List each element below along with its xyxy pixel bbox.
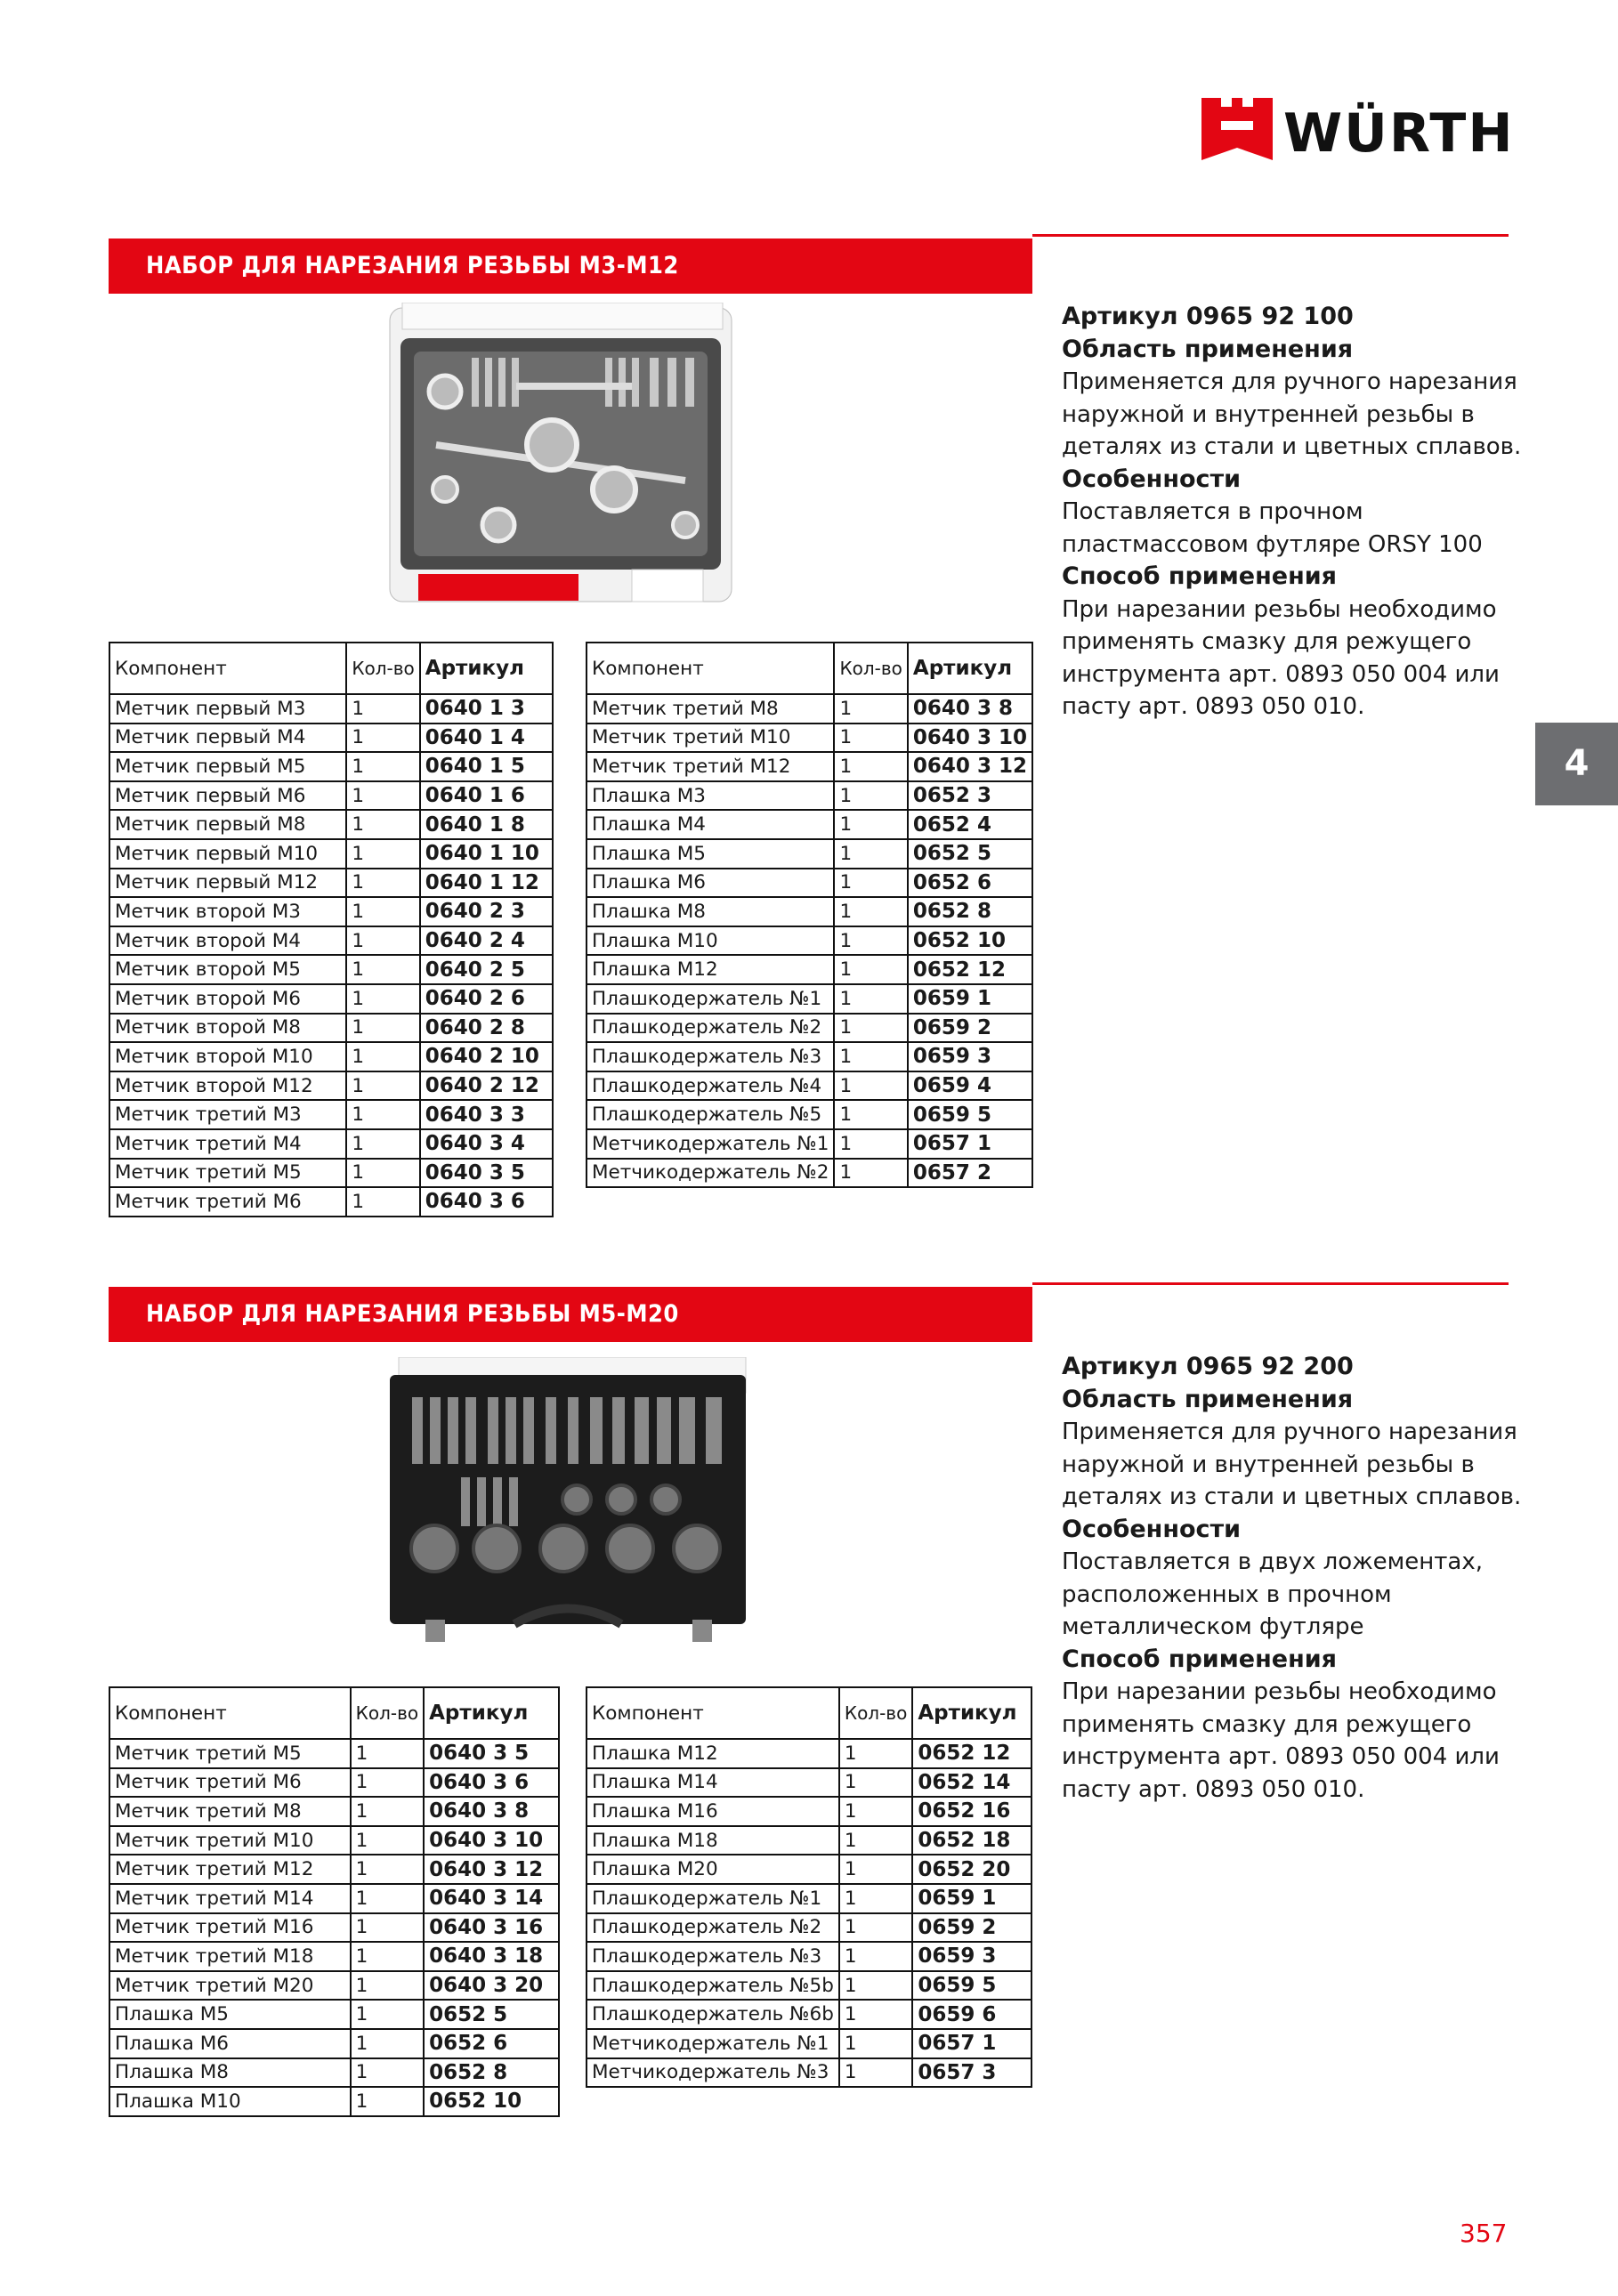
cell-qty: 1: [351, 2000, 424, 2029]
table-row: [109, 724, 553, 753]
cell-article: 0640 1 8: [420, 810, 553, 839]
cell-article: 0640 3 5: [420, 1159, 553, 1188]
cell-article: 0652 6: [424, 2029, 559, 2058]
cell-qty: 1: [834, 694, 907, 724]
cell-article: 0659 2: [912, 1913, 1031, 1943]
cell-component: Плашка М8: [587, 897, 834, 926]
cell-article: 0652 5: [908, 839, 1032, 869]
col-header-qty: Кол-во: [351, 1687, 424, 1739]
col-header-component: Компонент: [587, 1687, 839, 1739]
cell-component: Плашка М20: [587, 1855, 839, 1884]
table-row: [109, 810, 553, 839]
chapter-tab: 4: [1535, 723, 1618, 805]
cell-article: 0640 3 12: [424, 1855, 559, 1884]
cell-component: Метчик третий М12: [109, 1855, 351, 1884]
cell-component: Плашкодержатель №4: [587, 1071, 834, 1101]
cell-component: Метчик второй М10: [109, 1042, 346, 1071]
page-number: 357: [1460, 2219, 1508, 2248]
section-2-components-table-left: [109, 1686, 560, 2117]
cell-article: 0652 12: [912, 1739, 1031, 1768]
cell-qty: 1: [346, 724, 419, 753]
cell-qty: 1: [834, 869, 907, 898]
cell-component: Плашкодержатель №2: [587, 1014, 834, 1043]
cell-component: Метчик второй М6: [109, 984, 346, 1014]
features-title: Особенности: [1062, 1515, 1242, 1543]
table-row: [587, 752, 1032, 781]
usage-text: При нарезании резьбы необходимо применять смазку для режущего инструмента арт. 0893 050 004 или пасту арт. 0893 050 010.: [1062, 1678, 1500, 1803]
cell-qty: 1: [834, 1100, 907, 1129]
cell-component: Плашка М12: [587, 1739, 839, 1768]
table-row: [109, 1739, 559, 1768]
cell-qty: 1: [346, 839, 419, 869]
cell-qty: 1: [834, 810, 907, 839]
cell-qty: 1: [346, 955, 419, 984]
cell-qty: 1: [839, 2000, 912, 2029]
section-2-header: НАБОР ДЛЯ НАРЕЗАНИЯ РЕЗЬБЫ М5-М20: [109, 1287, 1032, 1342]
table-row: [109, 1129, 553, 1159]
cell-component: Метчик третий М10: [109, 1826, 351, 1855]
cell-qty: 1: [346, 1100, 419, 1129]
cell-component: Плашкодержатель №3: [587, 1942, 839, 1971]
cell-qty: 1: [346, 1159, 419, 1188]
cell-article: 0640 2 3: [420, 897, 553, 926]
cell-qty: 1: [834, 839, 907, 869]
cell-qty: 1: [839, 1884, 912, 1913]
table-row: [587, 1739, 1031, 1768]
table-row: [587, 1100, 1032, 1129]
table-row: [587, 984, 1032, 1014]
cell-article: 0640 2 12: [420, 1071, 553, 1101]
table-row: [587, 2000, 1031, 2029]
table-row: [109, 869, 553, 898]
cell-component: Плашка М5: [587, 839, 834, 869]
col-header-article: Артикул: [420, 643, 553, 694]
cell-article: 0640 3 10: [424, 1826, 559, 1855]
table-row: [587, 1797, 1031, 1826]
cell-article: 0640 3 3: [420, 1100, 553, 1129]
table-row: [587, 869, 1032, 898]
cell-article: 0640 1 5: [420, 752, 553, 781]
cell-component: Плашка М8: [109, 2058, 351, 2088]
cell-qty: 1: [834, 926, 907, 956]
cell-article: 0640 2 6: [420, 984, 553, 1014]
cell-component: Плашка М12: [587, 955, 834, 984]
cell-qty: 1: [346, 1014, 419, 1043]
cell-component: Плашкодержатель №1: [587, 984, 834, 1014]
cell-article: 0640 3 6: [420, 1187, 553, 1217]
cell-qty: 1: [834, 897, 907, 926]
features-title: Особенности: [1062, 465, 1242, 493]
table-row: [109, 1942, 559, 1971]
cell-article: 0659 1: [908, 984, 1032, 1014]
cell-component: Плашка М14: [587, 1768, 839, 1798]
table-row: [109, 781, 553, 811]
table-row: [109, 694, 553, 724]
cell-qty: 1: [839, 1971, 912, 2001]
cell-qty: 1: [839, 1797, 912, 1826]
cell-component: Метчик третий М5: [109, 1739, 351, 1768]
table-row: [587, 839, 1032, 869]
cell-article: 0652 8: [908, 897, 1032, 926]
cell-article: 0640 3 18: [424, 1942, 559, 1971]
cell-qty: 1: [346, 897, 419, 926]
section-2-rule: [1032, 1282, 1509, 1285]
article-number: Артикул 0965 92 200: [1062, 1353, 1354, 1380]
section-1-components-table-left: [109, 642, 554, 1217]
section-1-info: [1062, 301, 1525, 724]
article-number: Артикул 0965 92 100: [1062, 303, 1354, 330]
table-row: [109, 1855, 559, 1884]
cell-component: Плашка М4: [587, 810, 834, 839]
table-row: [587, 1971, 1031, 2001]
cell-component: Метчик первый М8: [109, 810, 346, 839]
cell-qty: 1: [839, 1739, 912, 1768]
table-row: [109, 1797, 559, 1826]
features-text: Поставляется в прочном пластмассовом футляре ORSY 100: [1062, 498, 1483, 558]
cell-article: 0640 3 20: [424, 1971, 559, 2001]
table-row: [109, 1042, 553, 1071]
cell-qty: 1: [834, 781, 907, 811]
col-header-qty: Кол-во: [346, 643, 419, 694]
cell-component: Метчик второй М3: [109, 897, 346, 926]
cell-qty: 1: [346, 810, 419, 839]
table-row: [587, 2058, 1031, 2088]
cell-article: 0652 18: [912, 1826, 1031, 1855]
features-text: Поставляется в двух ложементах, расположенных в прочном металлическом футляре: [1062, 1548, 1483, 1640]
table-row: [587, 1855, 1031, 1884]
cell-article: 0652 10: [424, 2087, 559, 2116]
table-row: [109, 1884, 559, 1913]
cell-component: Метчикодержатель №2: [587, 1159, 834, 1188]
cell-article: 0640 3 14: [424, 1884, 559, 1913]
cell-article: 0652 16: [912, 1797, 1031, 1826]
cell-article: 0652 8: [424, 2058, 559, 2088]
cell-qty: 1: [351, 1739, 424, 1768]
cell-qty: 1: [346, 1187, 419, 1217]
cell-article: 0659 4: [908, 1071, 1032, 1101]
cell-article: 0652 6: [908, 869, 1032, 898]
col-header-component: Компонент: [587, 643, 834, 694]
section-2-info: [1062, 1351, 1525, 1806]
cell-qty: 1: [839, 2058, 912, 2088]
cell-qty: 1: [839, 1768, 912, 1798]
cell-component: Метчик третий М6: [109, 1768, 351, 1798]
cell-component: Метчик третий М16: [109, 1913, 351, 1943]
cell-qty: 1: [346, 1071, 419, 1101]
cell-article: 0652 3: [908, 781, 1032, 811]
cell-article: 0652 14: [912, 1768, 1031, 1798]
table-row: [109, 1100, 553, 1129]
cell-qty: 1: [839, 1826, 912, 1855]
cell-component: Плашка М10: [109, 2087, 351, 2116]
table-row: [587, 781, 1032, 811]
cell-qty: 1: [351, 1855, 424, 1884]
cell-qty: 1: [834, 752, 907, 781]
section-1-rule: [1032, 234, 1509, 237]
table-row: [587, 1042, 1032, 1071]
section-1-components-table-right: [586, 642, 1033, 1188]
cell-qty: 1: [839, 1855, 912, 1884]
application-title: Область применения: [1062, 335, 1354, 363]
cell-article: 0640 3 4: [420, 1129, 553, 1159]
cell-component: Метчик первый М12: [109, 869, 346, 898]
application-text: Применяется для ручного нарезания наружной и внутренней резьбы в деталях из стали и цветных сплавов.: [1062, 1419, 1522, 1510]
table-row: [109, 1159, 553, 1188]
cell-component: Метчик первый М4: [109, 724, 346, 753]
table-row: [587, 1942, 1031, 1971]
table-row: [109, 897, 553, 926]
section-1-product-photo: [383, 303, 739, 614]
cell-component: Метчик второй М12: [109, 1071, 346, 1101]
cell-component: Метчик третий М8: [109, 1797, 351, 1826]
cell-article: 0640 3 6: [424, 1768, 559, 1798]
cell-component: Метчик первый М5: [109, 752, 346, 781]
col-header-article: Артикул: [912, 1687, 1031, 1739]
wurth-logo: [1201, 98, 1513, 169]
cell-qty: 1: [351, 1797, 424, 1826]
cell-component: Плашка М10: [587, 926, 834, 956]
cell-component: Плашка М5: [109, 2000, 351, 2029]
cell-component: Плашка М18: [587, 1826, 839, 1855]
cell-qty: 1: [351, 1942, 424, 1971]
table-row: [109, 1187, 553, 1217]
cell-component: Плашкодержатель №5b: [587, 1971, 839, 2001]
cell-component: Плашка М16: [587, 1797, 839, 1826]
cell-qty: 1: [834, 1129, 907, 1159]
cell-article: 0640 3 8: [908, 694, 1032, 724]
table-row: [587, 1071, 1032, 1101]
cell-qty: 1: [834, 724, 907, 753]
table-row: [109, 1826, 559, 1855]
cell-qty: 1: [346, 781, 419, 811]
usage-text: При нарезании резьбы необходимо применять смазку для режущего инструмента арт. 0893 050 004 или пасту арт. 0893 050 010.: [1062, 595, 1500, 720]
col-header-qty: Кол-во: [839, 1687, 912, 1739]
cell-qty: 1: [351, 1768, 424, 1798]
col-header-article: Артикул: [424, 1687, 559, 1739]
col-header-qty: Кол-во: [834, 643, 907, 694]
table-row: [109, 955, 553, 984]
cell-qty: 1: [351, 2087, 424, 2116]
table-row: [587, 1768, 1031, 1798]
cell-article: 0652 5: [424, 2000, 559, 2029]
cell-qty: 1: [351, 1884, 424, 1913]
cell-qty: 1: [839, 1942, 912, 1971]
cell-article: 0659 5: [908, 1100, 1032, 1129]
table-row: [587, 2029, 1031, 2058]
table-row: [587, 1014, 1032, 1043]
cell-qty: 1: [351, 1913, 424, 1943]
table-row: [587, 724, 1032, 753]
cell-component: Плашка М6: [587, 869, 834, 898]
cell-component: Метчик первый М10: [109, 839, 346, 869]
cell-article: 0659 6: [912, 2000, 1031, 2029]
cell-qty: 1: [346, 1042, 419, 1071]
logo-wordmark: WÜRTH: [1283, 102, 1515, 165]
cell-article: 0652 10: [908, 926, 1032, 956]
cell-qty: 1: [346, 869, 419, 898]
cell-qty: 1: [839, 1913, 912, 1943]
cell-article: 0659 2: [908, 1014, 1032, 1043]
cell-component: Метчикодержатель №1: [587, 2029, 839, 2058]
cell-qty: 1: [834, 1071, 907, 1101]
cell-component: Метчик третий М18: [109, 1942, 351, 1971]
cell-article: 0659 3: [908, 1042, 1032, 1071]
cell-component: Метчик третий М4: [109, 1129, 346, 1159]
cell-qty: 1: [351, 2029, 424, 2058]
cell-article: 0659 1: [912, 1884, 1031, 1913]
cell-article: 0640 1 12: [420, 869, 553, 898]
cell-article: 0640 2 10: [420, 1042, 553, 1071]
table-row: [109, 1768, 559, 1798]
cell-qty: 1: [834, 955, 907, 984]
table-row: [109, 1971, 559, 2001]
cell-article: 0652 20: [912, 1855, 1031, 1884]
cell-component: Метчик третий М14: [109, 1884, 351, 1913]
cell-qty: 1: [346, 752, 419, 781]
table-row: [109, 984, 553, 1014]
table-row: [587, 1826, 1031, 1855]
cell-component: Метчик третий М8: [587, 694, 834, 724]
cell-article: 0652 12: [908, 955, 1032, 984]
cell-article: 0640 2 4: [420, 926, 553, 956]
table-row: [109, 2058, 559, 2088]
cell-component: Метчик первый М6: [109, 781, 346, 811]
cell-article: 0640 3 10: [908, 724, 1032, 753]
table-row: [587, 1913, 1031, 1943]
cell-component: Плашкодержатель №6b: [587, 2000, 839, 2029]
cell-article: 0657 1: [908, 1129, 1032, 1159]
cell-article: 0640 3 5: [424, 1739, 559, 1768]
cell-qty: 1: [351, 2058, 424, 2088]
table-row: [109, 2000, 559, 2029]
cell-qty: 1: [834, 1159, 907, 1188]
col-header-component: Компонент: [109, 1687, 351, 1739]
cell-article: 0659 5: [912, 1971, 1031, 2001]
section-2-components-table-right: [586, 1686, 1032, 2088]
cell-component: Метчик второй М4: [109, 926, 346, 956]
cell-qty: 1: [346, 694, 419, 724]
cell-article: 0640 3 12: [908, 752, 1032, 781]
table-row: [587, 926, 1032, 956]
cell-component: Метчик третий М10: [587, 724, 834, 753]
table-row: [109, 1014, 553, 1043]
cell-article: 0640 3 16: [424, 1913, 559, 1943]
cell-article: 0640 3 8: [424, 1797, 559, 1826]
cell-component: Метчик второй М5: [109, 955, 346, 984]
cell-qty: 1: [834, 984, 907, 1014]
table-row: [109, 839, 553, 869]
cell-component: Метчик третий М3: [109, 1100, 346, 1129]
cell-article: 0640 1 4: [420, 724, 553, 753]
table-row: [587, 1159, 1032, 1188]
cell-component: Метчик первый М3: [109, 694, 346, 724]
cell-component: Метчик третий М20: [109, 1971, 351, 2001]
cell-component: Метчик второй М8: [109, 1014, 346, 1043]
cell-component: Плашкодержатель №1: [587, 1884, 839, 1913]
table-row: [109, 1913, 559, 1943]
cell-qty: 1: [839, 2029, 912, 2058]
application-title: Область применения: [1062, 1385, 1354, 1413]
wurth-logo-icon: [1201, 98, 1273, 166]
table-row: [587, 1884, 1031, 1913]
cell-qty: 1: [834, 1014, 907, 1043]
table-row: [109, 752, 553, 781]
cell-component: Плашка М3: [587, 781, 834, 811]
cell-qty: 1: [351, 1971, 424, 2001]
cell-component: Плашкодержатель №3: [587, 1042, 834, 1071]
cell-component: Метчикодержатель №3: [587, 2058, 839, 2088]
section-1-header: НАБОР ДЛЯ НАРЕЗАНИЯ РЕЗЬБЫ М3-М12: [109, 238, 1032, 294]
cell-article: 0640 2 8: [420, 1014, 553, 1043]
usage-title: Способ применения: [1062, 562, 1337, 590]
section-2-product-photo: [354, 1357, 750, 1646]
cell-article: 0652 4: [908, 810, 1032, 839]
cell-component: Метчик третий М5: [109, 1159, 346, 1188]
cell-article: 0640 1 6: [420, 781, 553, 811]
cell-qty: 1: [346, 1129, 419, 1159]
application-text: Применяется для ручного нарезания наружной и внутренней резьбы в деталях из стали и цветных сплавов.: [1062, 368, 1522, 460]
col-header-article: Артикул: [908, 643, 1032, 694]
cell-qty: 1: [346, 984, 419, 1014]
table-row: [587, 955, 1032, 984]
table-row: [109, 926, 553, 956]
cell-component: Метчикодержатель №1: [587, 1129, 834, 1159]
table-row: [587, 810, 1032, 839]
cell-article: 0657 3: [912, 2058, 1031, 2088]
cell-component: Метчик третий М12: [587, 752, 834, 781]
cell-article: 0640 1 3: [420, 694, 553, 724]
cell-component: Метчик третий М6: [109, 1187, 346, 1217]
table-row: [109, 1071, 553, 1101]
cell-component: Плашкодержатель №2: [587, 1913, 839, 1943]
table-row: [587, 1129, 1032, 1159]
usage-title: Способ применения: [1062, 1645, 1337, 1673]
table-row: [587, 897, 1032, 926]
table-row: [109, 2029, 559, 2058]
cell-article: 0659 3: [912, 1942, 1031, 1971]
cell-qty: 1: [834, 1042, 907, 1071]
cell-article: 0640 2 5: [420, 955, 553, 984]
table-row: [109, 2087, 559, 2116]
cell-component: Плашкодержатель №5: [587, 1100, 834, 1129]
cell-qty: 1: [351, 1826, 424, 1855]
cell-article: 0657 1: [912, 2029, 1031, 2058]
cell-article: 0657 2: [908, 1159, 1032, 1188]
col-header-component: Компонент: [109, 643, 346, 694]
cell-qty: 1: [346, 926, 419, 956]
cell-article: 0640 1 10: [420, 839, 553, 869]
cell-component: Плашка М6: [109, 2029, 351, 2058]
table-row: [587, 694, 1032, 724]
